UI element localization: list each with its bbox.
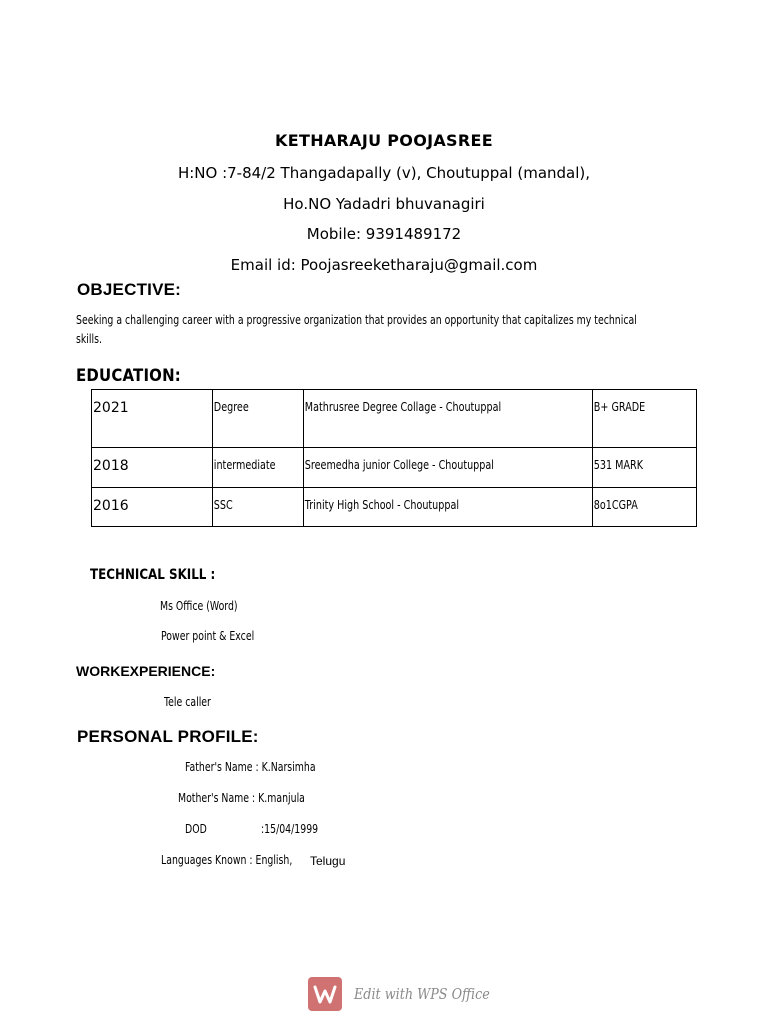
skill-item: Ms Office (Word) [160,599,238,613]
table-cell-year: 2016 [92,488,213,527]
table-cell-grade: 531 MARK [593,448,697,488]
skill-item: Power point & Excel [161,629,255,643]
fathers-name: Father's Name : K.Narsimha [185,760,316,774]
email-address: Email id: Poojasreeketharaju@gmail.com [230,256,538,274]
table-row [92,390,697,448]
candidate-name: KETHARAJU POOJASREE [275,131,493,150]
mothers-name: Mother's Name : K.manjula [178,791,305,805]
table-cell-year: 2021 [92,390,213,448]
objective-heading: OBJECTIVE: [77,280,182,299]
languages-extra: Telugu [310,854,346,868]
table-cell-year: 2018 [92,448,213,488]
dod-label: DOD [185,822,207,836]
wps-edit-watermark: Edit with WPS Office [354,985,490,1003]
table-cell-grade: 8o1CGPA [593,488,697,527]
table-row [92,448,697,488]
address-line-1: H:NO :7-84/2 Thangadapally (v), Choutuppal (mandal), [177,164,591,182]
education-table [91,389,697,527]
table-cell-institution: Trinity High School - Choutuppal [304,488,593,527]
technical-skill-heading: TECHNICAL SKILL : [90,567,216,583]
mobile-number: Mobile: 9391489172 [306,225,462,243]
work-experience-heading: WORKEXPERIENCE: [76,663,216,679]
languages-known: Languages Known : English, [161,853,293,867]
address-line-2: Ho.NO Yadadri bhuvanagiri [283,195,485,213]
table-cell-course: intermediate [213,448,304,488]
table-cell-course: Degree [213,390,304,448]
wps-office-logo-icon [308,977,342,1011]
table-cell-grade: B+ GRADE [593,390,697,448]
table-cell-institution: Sreemedha junior College - Choutuppal [304,448,593,488]
objective-text: Seeking a challenging career with a progressive organization that provides an opportunity that capitalizes my technical skills. [76,313,637,346]
work-experience-item: Tele caller [164,695,211,709]
table-cell-institution: Mathrusree Degree Collage - Choutuppal [304,390,593,448]
table-row [92,488,697,527]
personal-profile-heading: PERSONAL PROFILE: [77,727,259,746]
table-cell-course: SSC [213,488,304,527]
dod-value: :15/04/1999 [261,822,319,836]
education-heading: EDUCATION: [76,366,181,386]
